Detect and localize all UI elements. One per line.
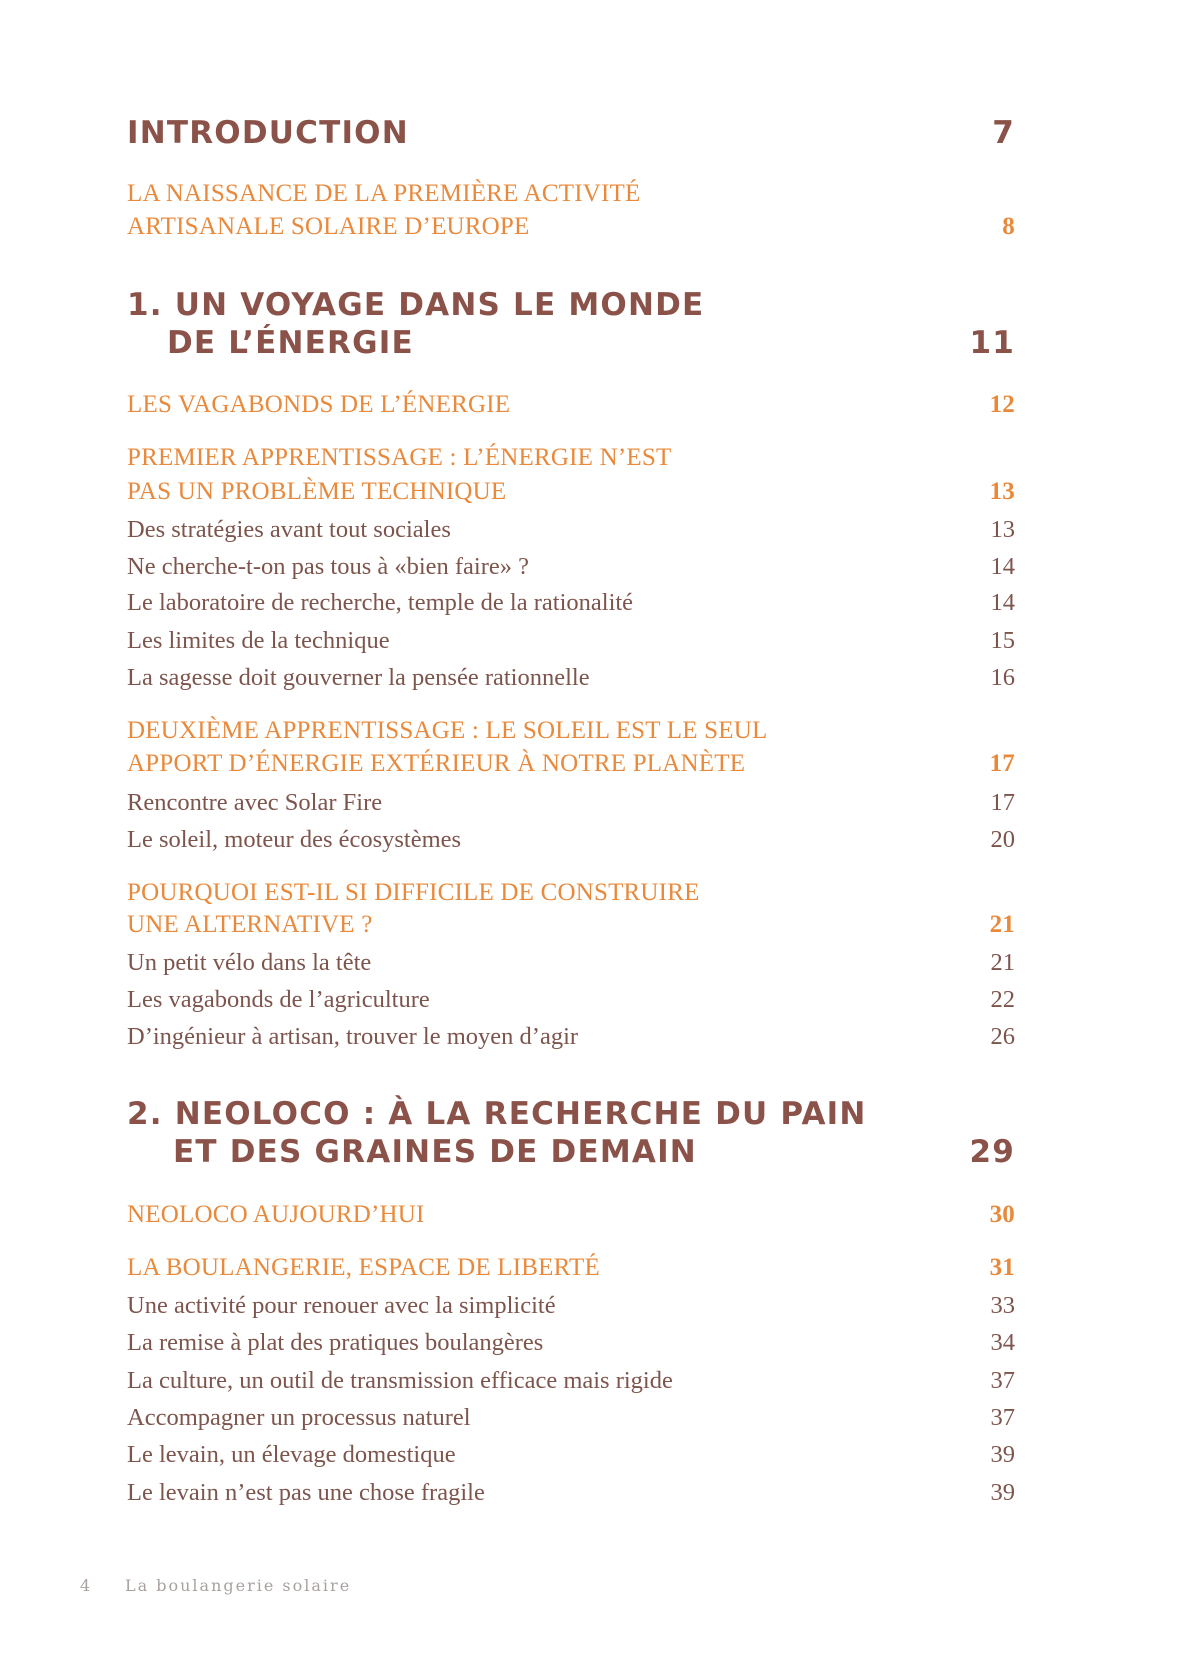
toc-entry[interactable] [127, 588, 1015, 618]
page-number: 22 [990, 986, 1015, 1013]
toc-entry[interactable] [127, 788, 1015, 818]
section-title-line-1: LA NAISSANCE DE LA PREMIÈRE ACTIVITÉ [127, 180, 641, 207]
page-number: 31 [989, 1254, 1015, 1281]
entry-label: Les limites de la technique [127, 627, 390, 654]
page-number: 37 [990, 1404, 1015, 1431]
toc-chapter-2[interactable] [127, 1095, 1015, 1173]
toc-section-deuxieme-apprentissage[interactable] [127, 715, 1015, 781]
toc-entry[interactable] [127, 948, 1015, 978]
page-number: 39 [990, 1479, 1015, 1506]
entry-label: Le laboratoire de recherche, temple de la rationalité [127, 589, 634, 616]
section-title-line-1: DEUXIÈME APPRENTISSAGE : LE SOLEIL EST LE SEUL [127, 717, 768, 744]
section-title-line-2: APPORT D’ÉNERGIE EXTÉRIEUR À NOTRE PLANÈTE [127, 750, 746, 777]
toc-chapter-introduction[interactable] [127, 114, 1015, 154]
page-number: 37 [990, 1367, 1015, 1394]
toc-entry[interactable] [127, 985, 1015, 1015]
page-number: 16 [990, 664, 1015, 691]
toc-chapter-1[interactable] [127, 286, 1015, 364]
section-title: LES VAGABONDS DE L’ÉNERGIE [127, 391, 511, 418]
entry-label: La remise à plat des pratiques boulangères [127, 1329, 544, 1356]
entry-label: La sagesse doit gouverner la pensée rationnelle [127, 664, 590, 691]
toc-entry[interactable] [127, 515, 1015, 545]
entry-label: Des stratégies avant tout sociales [127, 516, 451, 543]
page-number: 21 [989, 911, 1015, 938]
footer-book-title: La boulangerie solaire [125, 1576, 352, 1595]
section-title-line-2: PAS UN PROBLÈME TECHNIQUE [127, 478, 507, 505]
section-title-line-2: UNE ALTERNATIVE ? [127, 911, 373, 938]
toc-entry[interactable] [127, 626, 1015, 656]
entry-label: Accompagner un processus naturel [127, 1404, 471, 1431]
page-number: 34 [990, 1329, 1015, 1356]
page-number: 14 [990, 553, 1015, 580]
toc-entry[interactable] [127, 1328, 1015, 1358]
chapter-title: INTRODUCTION [127, 115, 409, 151]
entry-label: Le levain, un élevage domestique [127, 1441, 456, 1468]
page-number: 11 [969, 325, 1015, 361]
toc-section-neoloco-aujourdhui[interactable] [127, 1199, 1015, 1231]
chapter-title-line-2: DE L’ÉNERGIE [167, 325, 414, 361]
entry-label: D’ingénieur à artisan, trouver le moyen d’agir [127, 1023, 579, 1050]
toc-entry[interactable] [127, 1366, 1015, 1396]
entry-label: Un petit vélo dans la tête [127, 949, 372, 976]
toc-entry[interactable] [127, 663, 1015, 693]
page-number: 12 [989, 391, 1015, 418]
page-number: 8 [1002, 213, 1015, 240]
page-number: 13 [989, 478, 1015, 505]
section-title: NEOLOCO AUJOURD’HUI [127, 1201, 425, 1228]
entry-label: Les vagabonds de l’agriculture [127, 986, 430, 1013]
toc-section-premier-apprentissage[interactable] [127, 442, 1015, 508]
page-number: 14 [990, 589, 1015, 616]
toc-entry[interactable] [127, 552, 1015, 582]
page-number: 33 [990, 1292, 1015, 1319]
section-title-line-1: PREMIER APPRENTISSAGE : L’ÉNERGIE N’EST [127, 444, 672, 471]
toc-section-naissance[interactable] [127, 178, 1015, 242]
page-number: 26 [990, 1023, 1015, 1050]
entry-label: Ne cherche-t-on pas tous à «bien faire» ? [127, 553, 530, 580]
entry-label: La culture, un outil de transmission efficace mais rigide [127, 1367, 673, 1394]
chapter-title-line-1: 2. NEOLOCO : À LA RECHERCHE DU PAIN [127, 1096, 867, 1132]
page-number: 17 [989, 750, 1015, 777]
page-number: 15 [990, 627, 1015, 654]
entry-label: Rencontre avec Solar Fire [127, 789, 383, 816]
toc-entry[interactable] [127, 1440, 1015, 1470]
section-title-line-1: POURQUOI EST-IL SI DIFFICILE DE CONSTRUIRE [127, 879, 700, 906]
page-number: 21 [990, 949, 1015, 976]
page-number: 30 [989, 1201, 1015, 1228]
entry-label: Le levain n’est pas une chose fragile [127, 1479, 485, 1506]
toc-entry[interactable] [127, 1022, 1015, 1052]
chapter-title-line-1: 1. UN VOYAGE DANS LE MONDE [127, 287, 705, 323]
entry-label: Le soleil, moteur des écosystèmes [127, 826, 462, 853]
section-title-line-2: ARTISANALE SOLAIRE D’EUROPE [127, 213, 530, 240]
page-number: 29 [969, 1134, 1015, 1170]
entry-label: Une activité pour renouer avec la simplicité [127, 1292, 556, 1319]
footer-page-number: 4 [80, 1576, 93, 1595]
toc-section-vagabonds-energie[interactable] [127, 389, 1015, 421]
toc-section-boulangerie-liberte[interactable] [127, 1252, 1015, 1284]
page-number: 20 [990, 826, 1015, 853]
page-number: 13 [990, 516, 1015, 543]
toc-section-pourquoi[interactable] [127, 877, 1015, 943]
page-number: 39 [990, 1441, 1015, 1468]
chapter-title-line-2: ET DES GRAINES DE DEMAIN [173, 1134, 697, 1170]
toc-entry[interactable] [127, 1478, 1015, 1508]
page-number: 7 [992, 115, 1015, 151]
toc-entry[interactable] [127, 825, 1015, 855]
toc-entry[interactable] [127, 1403, 1015, 1433]
toc-entry[interactable] [127, 1291, 1015, 1321]
page-number: 17 [990, 789, 1015, 816]
section-title: LA BOULANGERIE, ESPACE DE LIBERTÉ [127, 1254, 600, 1281]
